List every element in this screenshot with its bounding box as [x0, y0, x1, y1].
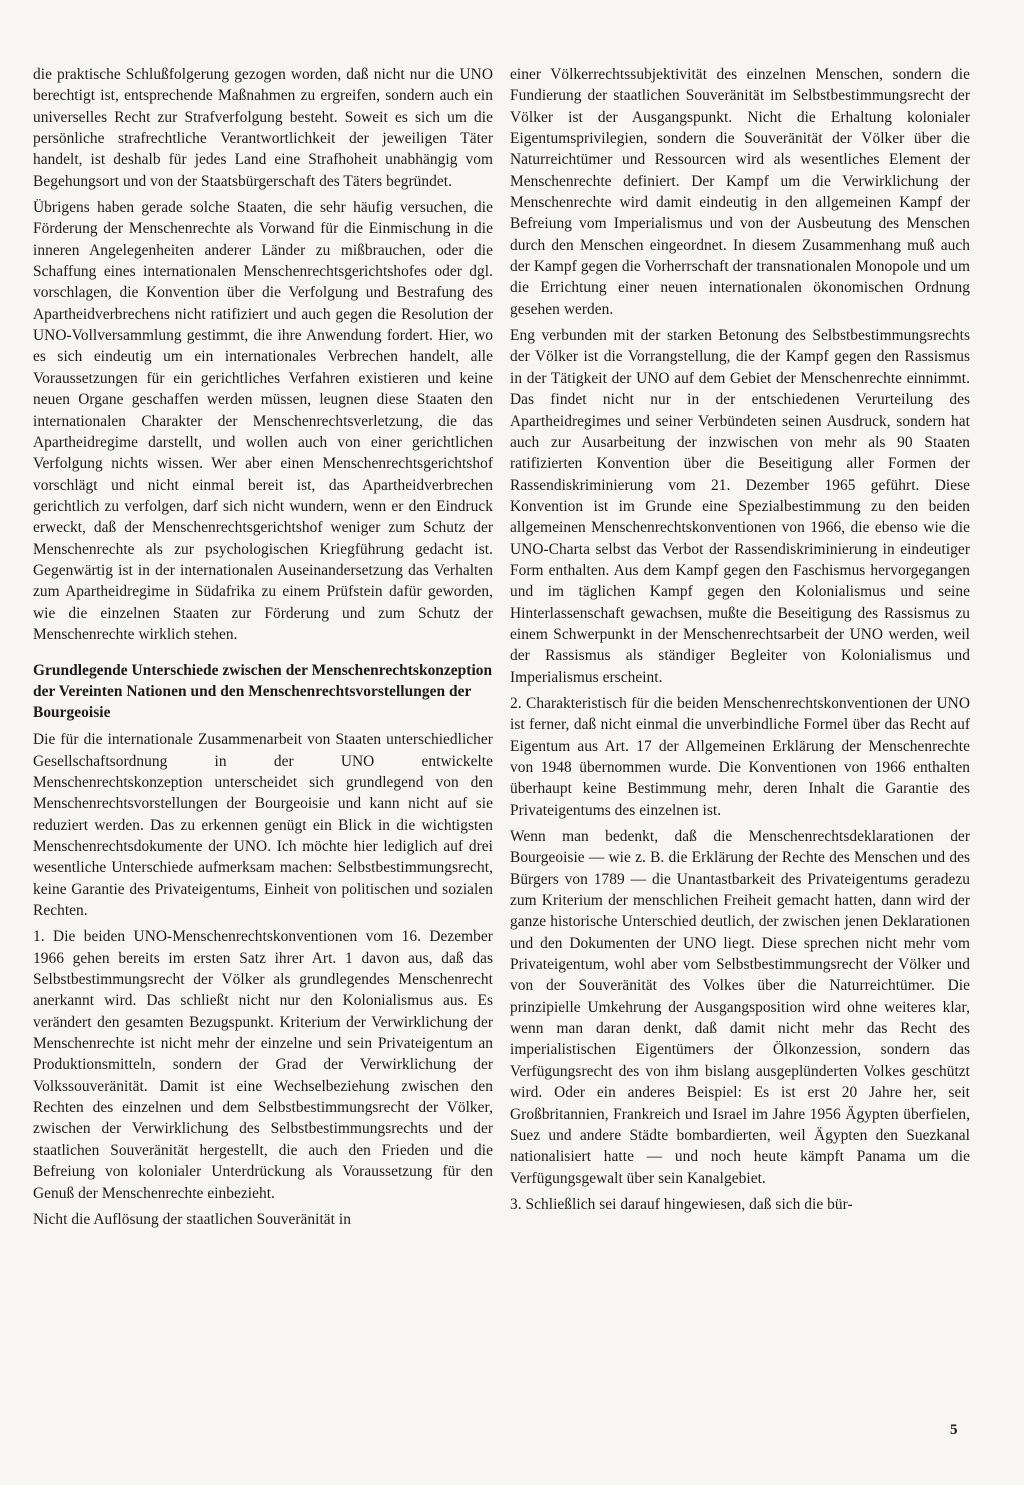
paragraph: 3. Schließlich sei darauf hingewiesen, daß sich die bür-	[510, 1195, 853, 1213]
paragraph: die praktische Schlußfolgerung gezogen worden, daß nicht nur die UNO berechtigt ist, entsprechende Maßnahmen zu ergreifen, sondern auch ein universelles Recht zur Strafverfolgung besteht. Soweit es sich um die persönliche strafrechtliche Verantwortlichkeit der jeweiligen Täter handelt, ist deshalb für jedes Land eine Strafhoheit unabhängig vom Begehungsort und von der Staatsbürgerschaft des Täters begründet.	[33, 66, 493, 190]
paragraph: einer Völkerrechtssubjektivität des einzelnen Menschen, sondern die Fundierung der staatlichen Souveränität im Selbstbestimmungsrecht der Völker ist der Ausgangspunkt. Nicht die Erhaltung kolonialer Eigentumsprivilegien, sondern die Souveränität der Völker über die Naturreichtümer und Ressourcen wird als wesentliches Element der Menschenrechte definiert. Der Kampf um die Verwirklichung der Menschenrechte wird damit eindeutig in den allgemeinen Kampf der Befreiung vom Imperialismus und von der Ausbeutung des Menschen durch den Menschen eingeordnet. In diesem Zusammenhang muß auch der Kampf gegen die Vorherrschaft der transnationalen Monopole und um die Errichtung einer neuen internationalen ökonomischen Ordnung gesehen werden.	[510, 66, 970, 318]
paragraph: 2. Charakteristisch für die beiden Menschenrechtskonventionen der UNO ist ferner, daß nicht einmal die unverbindliche Formel über das Recht auf Eigentum aus Art. 17 der Allgemeinen Erklärung der Menschenrechte von 1948 übernommen wurde. Die Konventionen von 1966 enthalten überhaupt keine Bestimmung mehr, deren Inhalt die Garantie des Privateigentums des einzelnen ist.	[510, 694, 970, 819]
right-column	[510, 64, 970, 1220]
page-number: 5	[950, 1422, 958, 1438]
paragraph: Übrigens haben gerade solche Staaten, die sehr häufig versuchen, die Förderung der Menschenrechte als Vorwand für die Einmischung in die inneren Angelegenheiten anderer Länder zu mißbrauchen, oder die Schaffung eines internationalen Menschenrechtsgerichtshofes oder dgl. vorschlagen, die Konvention über die Verfolgung und Bestrafung des Apartheidverbrechens nicht ratifiziert und auch gegen die Resolution der UNO-Vollversammlung gestimmt, die ihre Anwendung fordert. Hier, wo es sich eindeutig um ein internationales Verbrechen handelt, alle Voraussetzungen für ein gerichtliches Verfahren existieren und keine neuen Organe geschaffen werden müssen, leugnen diese Staaten den internationalen Charakter der Menschenrechtsverletzung, die das Apartheidregime darstellt, und wollen auch von einer gerichtlichen Verfolgung nichts wissen. Wer aber einen Menschenrechtsgerichtshof vorschlägt und nicht einmal bereit ist, das Apartheidverbrechen gerichtlich zu verfolgen, darf sich nicht wundern, wenn er den Eindruck erweckt, daß der Menschenrechtsgerichtshof weniger zum Schutz der Menschenrechte als zur psychologischen Kriegführung gedacht ist. Gegenwärtig ist in der internationalen Auseinandersetzung das Verhalten zum Apartheidregime in Südafrika zu einem Prüfstein dafür geworden, wie die einzelnen Staaten zur Förderung und zum Schutz der Menschenrechte wirklich stehen.	[33, 199, 493, 643]
paragraph: Eng verbunden mit der starken Betonung des Selbstbestimmungsrechts der Völker ist die Vorrangstellung, die der Kampf gegen den Rassismus in der Tätigkeit der UNO auf dem Gebiet der Menschenrechte einnimmt. Das findet nicht nur in der entschiedenen Verurteilung des Apartheidregimes und seiner Verbündeten seinen Ausdruck, sondern hat auch zur Ausarbeitung der inzwischen von mehr als 90 Staaten ratifizierten Konvention über die Beseitigung aller Formen der Rassendiskriminierung vom 21. Dezember 1965 geführt. Diese Konvention ist im Grunde eine Spezialbestimmung zu den beiden allgemeinen Menschenrechtskonventionen von 1966, die ebenso wie die UNO-Charta selbst das Verbot der Rassendiskriminierung in eindeutiger Form enthalten. Aus dem Kampf gegen den Faschismus hervorgegangen und im täglichen Kampf gegen den Kolonialismus und seine Hinterlassenschaft gewachsen, mußte die Beseitigung des Rassismus zu einem Schwerpunkt in der Menschenrechtsarbeit der UNO werden, weil der Rassismus als ständiger Begleiter von Kolonialismus und Imperialismus erscheint.	[510, 327, 970, 686]
paragraph: 1. Die beiden UNO-Menschenrechtskonventionen vom 16. Dezember 1966 gehen bereits im ersten Satz ihrer Art. 1 davon aus, daß das Selbstbestimmungsrecht der Völker als grundlegendes Menschenrecht anerkannt wird. Das schließt nicht nur den Kolonialismus aus. Es verändert den gesamten Bezugspunkt. Kriterium der Verwirklichung der Menschenrechte ist nicht mehr der einzelne und sein Privateigentum an Produktionsmitteln, sondern der Grad der Verwirklichung der Volkssouveränität. Damit ist eine Wechselbeziehung zwischen den Rechten des einzelnen und dem Selbstbestimmungsrecht der Völker, zwischen der Verwirklichung des Selbstbestimmungsrechts und der staatlichen Souveränität hergestellt, die auch den Frieden und die Befreiung von kolonialer Unterdrückung als Voraussetzung für den Genuß der Menschenrechte einbezieht.	[33, 928, 493, 1202]
paragraph: Die für die internationale Zusammenarbeit von Staaten unterschiedlicher Gesellschaftsordnung in der UNO entwickelte Menschenrechtskonzeption unterscheidet sich grundlegend von den Menschenrechtsvorstellungen der Bourgeoisie und kann nicht auf sie reduziert werden. Das zu erkennen genügt ein Blick in die wichtigsten Menschenrechtsdokumente der UNO. Ich möchte hier lediglich auf drei wesentliche Unterschiede aufmerksam machen: Selbstbestimmungsrecht, keine Garantie des Privateigentums, Einheit von politischen und sozialen Rechten.	[33, 731, 493, 920]
left-column	[33, 64, 493, 1235]
paragraph: Wenn man bedenkt, daß die Menschenrechtsdeklarationen der Bourgeoisie — wie z. B. die Erklärung der Rechte des Menschen und des Bürgers von 1789 — die Unantastbarkeit des Privateigentums geradezu zum Kriterium der menschlichen Freiheit gemacht hatten, dann wird der ganze historische Unterschied deutlich, der zwischen jenen Deklarationen und den Dokumenten der UNO liegt. Diese sprechen nicht mehr vom Privateigentum, wohl aber vom Selbstbestimmungsrecht der Völker und von der Souveränität des Volkes über die Naturreichtümer. Die prinzipielle Umkehrung der Ausgangsposition wird ohne weiteres klar, wenn man daran denkt, daß damit nicht mehr das Recht des imperialistischen Eigentümers der Ölkonzession, sondern das Verfügungsrecht des von ihm bislang ausgeplünderten Volkes geschützt wird. Oder ein anderes Beispiel: Es ist erst 20 Jahre her, seit Großbritannien, Frankreich und Israel im Jahre 1956 Ägypten überfielen, Suez und andere Städte bombardierten, weil Ägypten den Suezkanal nationalisiert hatte — und noch heute kämpft Panama um die Verfügungsgewalt über sein Kanalgebiet.	[510, 828, 970, 1187]
paragraph: Nicht die Auflösung der staatlichen Souveränität in	[33, 1210, 351, 1228]
section-heading: Grundlegende Unterschiede zwischen der Menschenrechtskonzeption der Vereinten Nationen und den Menschenrechtsvorstellungen der Bourgeoisie	[33, 662, 493, 722]
